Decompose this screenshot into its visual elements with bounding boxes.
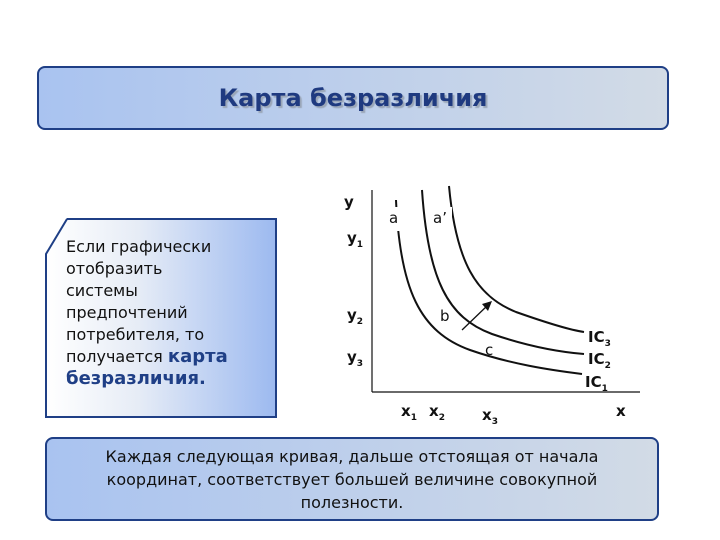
point-label-b: b [440,307,450,325]
x-tick-label: $x_1$ [401,402,417,423]
side-note-line: потребителя, то [66,325,205,344]
side-note-line: системы [66,281,138,300]
side-note-emphasis-line: безразличия. [66,368,206,389]
x-axis-label: x [616,402,626,420]
side-note-line: отобразить [66,259,163,278]
y-tick-label: $y_3$ [347,348,364,369]
y-axis-label: y [344,193,354,211]
y-tick-label: $y_1$ [347,229,364,250]
point-label-a-prime: a’ [433,209,447,227]
curve-label-ic2: $IC_2$ [588,350,611,371]
x-tick-label: $x_2$ [429,402,445,423]
curve-label-ic1: $IC_1$ [585,373,608,394]
slide-title: Карта безразличия [218,84,488,112]
bottom-note-text: Каждая следующая кривая, дальше отстоящая от начала координат, соответствует большей величине совокупной полезности. [105,446,599,512]
indifference-curve-ic3 [449,186,584,332]
point-label-a: a [389,209,399,227]
curve-label-ic3: $IC_3$ [588,328,611,349]
side-note-line: предпочтений [66,303,188,322]
x-tick-label: $x_3$ [482,406,498,427]
side-note-before-emphasis: получается [66,347,163,366]
side-note-emphasis-word: карта [167,346,228,367]
y-tick-label: $y_2$ [347,306,364,327]
side-note-line: Если графически [66,237,212,256]
point-label-c: c [485,341,494,359]
